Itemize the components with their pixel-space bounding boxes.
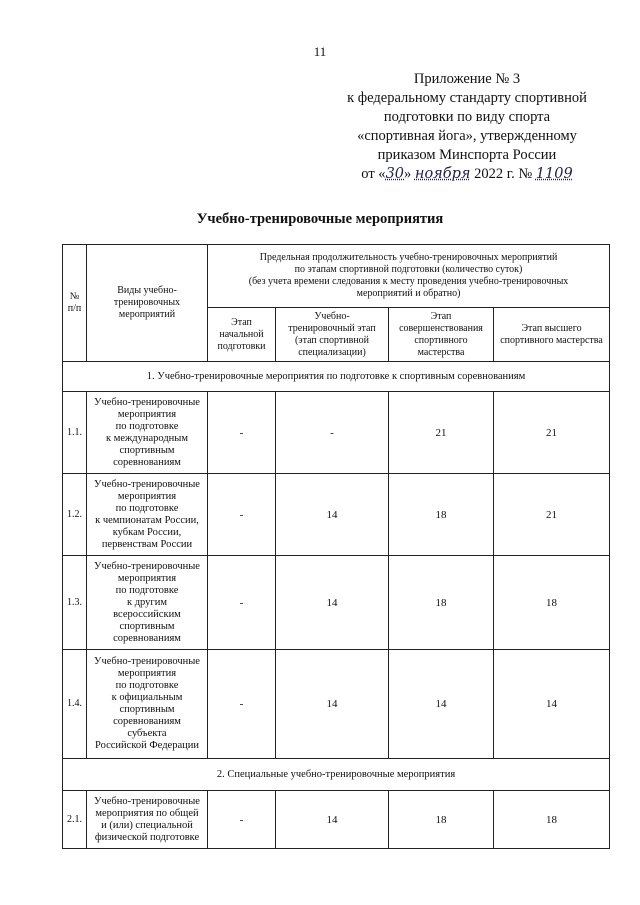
appendix-line: Приложение № 3	[413, 71, 521, 87]
header-text: Учебно-	[314, 310, 350, 322]
date-year: 2022 г. №	[474, 166, 533, 182]
row-name-line: и (или) специальной	[101, 819, 193, 831]
row-name-line: физической подготовке	[94, 831, 200, 843]
row-name-line: к чемпионатам России,	[95, 514, 199, 526]
header-stage-highest	[494, 308, 610, 362]
section-row	[63, 362, 610, 392]
row-number: 1.1.	[63, 392, 87, 474]
value-cell: -	[208, 791, 276, 849]
row-name-line: спортивным	[119, 620, 175, 632]
section-title: 2. Специальные учебно-тренировочные мероприятия	[63, 759, 610, 791]
table-row	[63, 392, 610, 474]
header-text: п/п	[67, 303, 82, 314]
header-stage-initial	[208, 308, 276, 362]
row-name-line: мероприятия	[117, 408, 177, 420]
appendix-line: к федеральному стандарту спортивной	[347, 90, 587, 106]
handwritten-order-number: 1109	[535, 166, 573, 182]
header-text: мероприятий и обратно)	[356, 288, 461, 299]
row-name-line: Учебно-тренировочные	[94, 795, 200, 807]
header-text: мастерства	[417, 346, 465, 358]
row-number: 1.2.	[63, 474, 87, 556]
value-cell: 21	[494, 474, 610, 556]
date-prefix: от «	[361, 166, 386, 182]
row-name-line: по подготовке	[115, 680, 179, 691]
row-name-line: к международным	[105, 432, 189, 444]
value-cell: -	[208, 650, 276, 759]
row-name-line: мероприятия	[117, 668, 177, 679]
row-name-line: Учебно-тренировочные	[94, 396, 200, 408]
value-cell: 21	[494, 392, 610, 474]
table-row	[63, 791, 610, 849]
table-row	[63, 556, 610, 650]
header-group	[208, 245, 610, 308]
section-row	[63, 759, 610, 791]
row-name-line: к официальным	[111, 692, 183, 703]
header-text: спортивного	[414, 334, 468, 346]
header-text: по этапам спортивной подготовки (количество суток)	[294, 264, 523, 275]
appendix-header	[332, 70, 602, 184]
row-name	[87, 556, 208, 650]
value-cell: -	[208, 556, 276, 650]
value-cell: 18	[389, 474, 494, 556]
table-row	[63, 650, 610, 759]
table-header-row	[63, 245, 610, 308]
header-text: мероприятий	[118, 309, 176, 320]
appendix-line: подготовки по виду спорта	[383, 109, 551, 125]
document-title: Учебно-тренировочные мероприятия	[196, 211, 444, 227]
row-name-line: первенствам России	[101, 538, 193, 550]
value-cell: 14	[494, 650, 610, 759]
events-table	[62, 244, 610, 849]
section-title: 1. Учебно-тренировочные мероприятия по подготовке к спортивным соревнованиям	[63, 362, 610, 392]
handwritten-month: ноября	[414, 166, 471, 182]
header-stage-improvement	[389, 308, 494, 362]
row-name-line: спортивным	[119, 444, 175, 456]
header-text: (этап спортивной	[294, 334, 370, 346]
row-name-line: мероприятия	[117, 490, 177, 502]
row-name	[87, 474, 208, 556]
row-name-line: соревнованиям	[113, 632, 181, 644]
header-text: начальной	[219, 328, 264, 340]
row-name	[87, 392, 208, 474]
value-cell: 14	[276, 556, 389, 650]
value-cell: 14	[276, 650, 389, 759]
header-stage-training	[276, 308, 389, 362]
row-name-line: по подготовке	[115, 502, 179, 514]
value-cell: 18	[389, 556, 494, 650]
row-name-line: спортивным	[119, 704, 175, 715]
value-cell: -	[208, 392, 276, 474]
header-text: тренировочных	[113, 297, 181, 308]
header-text: Этап высшего	[521, 322, 582, 334]
header-text: подготовки	[217, 340, 266, 352]
header-text: Этап	[430, 310, 452, 322]
header-text: Виды учебно-	[117, 285, 177, 296]
row-name-line: Учебно-тренировочные	[94, 560, 200, 572]
appendix-line: «спортивная йога», утвержденному	[357, 128, 577, 144]
header-text: тренировочный этап	[288, 322, 376, 334]
row-name-line: соревнованиям	[113, 716, 181, 727]
row-name-line: к другим	[126, 596, 167, 608]
value-cell: 18	[494, 791, 610, 849]
header-text: специализации)	[298, 346, 366, 358]
row-name	[87, 791, 208, 849]
date-mid: »	[404, 166, 412, 182]
order-date-line	[332, 165, 602, 184]
value-cell: 14	[389, 650, 494, 759]
row-name-line: по подготовке	[115, 584, 179, 596]
appendix-line: приказом Минспорта России	[377, 147, 557, 163]
value-cell: 14	[276, 791, 389, 849]
header-kind	[87, 245, 208, 362]
row-number: 1.4.	[63, 650, 87, 759]
header-text: спортивного мастерства	[500, 334, 603, 346]
value-cell: -	[276, 392, 389, 474]
header-number	[63, 245, 87, 362]
row-name	[87, 650, 208, 759]
handwritten-day: 30	[385, 166, 405, 182]
header-text: (без учета времени следования к месту проведения учебно-тренировочных	[248, 276, 569, 287]
row-name-line: мероприятия по общей	[95, 807, 199, 819]
row-name-line: Российской Федерации	[95, 740, 199, 751]
row-name-line: соревнованиям	[113, 456, 181, 468]
row-name-line: субъекта	[127, 728, 167, 739]
value-cell: -	[208, 474, 276, 556]
row-name-line: Учебно-тренировочные	[94, 656, 200, 667]
row-name-line: по подготовке	[115, 420, 179, 432]
row-number: 2.1.	[63, 791, 87, 849]
page-number: 11	[313, 44, 327, 59]
row-name-line: Учебно-тренировочные	[94, 478, 200, 490]
header-text: Этап	[231, 316, 252, 328]
row-name-line: мероприятия	[117, 572, 177, 584]
row-name-line: кубкам России,	[112, 526, 182, 538]
value-cell: 21	[389, 392, 494, 474]
value-cell: 14	[276, 474, 389, 556]
row-number: 1.3.	[63, 556, 87, 650]
value-cell: 18	[389, 791, 494, 849]
header-text: совершенствования	[399, 322, 483, 334]
header-text: Предельная продолжительность учебно-тренировочных мероприятий	[259, 252, 558, 263]
table-row	[63, 474, 610, 556]
row-name-line: всероссийским	[113, 608, 181, 620]
value-cell: 18	[494, 556, 610, 650]
header-text: №	[69, 291, 80, 302]
